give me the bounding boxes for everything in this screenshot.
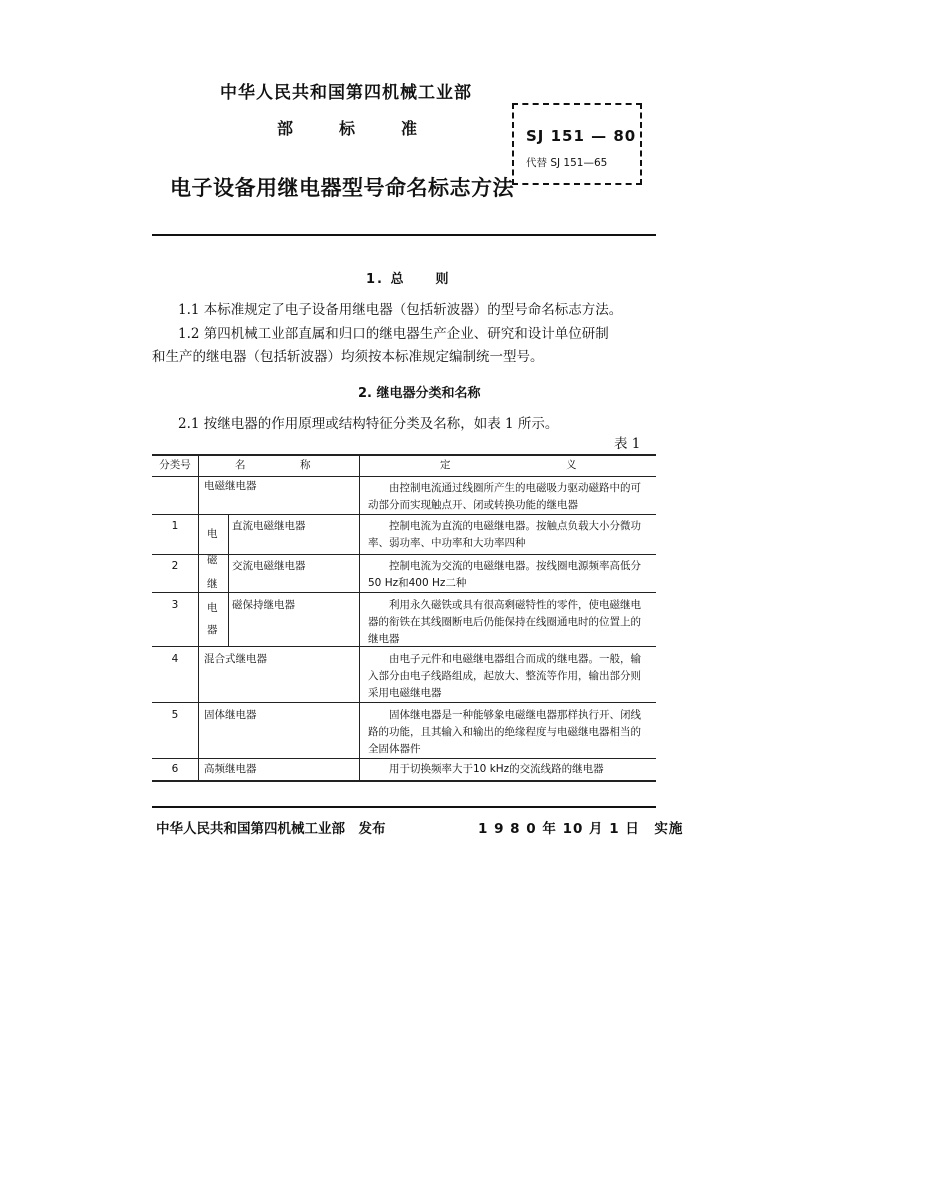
clause-2-1: 2.1 按继电器的作用原理或结构特征分类及名称，如表 1 所示。 [178,416,559,432]
column-rule [198,454,199,780]
row-name: 磁保持继电器 [232,599,295,611]
ministry-name: 中华人民共和国第四机械工业部 [220,83,472,103]
group-char: 器 [207,624,218,636]
footer-date: 1 9 8 0 年 10 月 1 日 实施 [478,821,684,837]
dept-char: 准 [401,119,418,138]
row-name: 固体继电器 [204,709,257,721]
standard-number-box [512,103,642,185]
row-name: 混合式继电器 [204,653,267,665]
column-rule [359,454,360,780]
clause-1-2-line-1: 1.2 第四机械工业部直属和归口的继电器生产企业、研究和设计单位研制 [178,326,609,342]
row-definition: 由控制电流通过线圈所产生的电磁吸力驱动磁路中的可动部分而实现触点开、闭或转换功能的继电器 [368,482,641,511]
header-num: 分类号 [159,459,191,471]
department-standard [277,116,463,139]
row-rule [152,702,656,703]
row-definition: 控制电流为直流的电磁继电器。按触点负载大小分微功率、弱功率、中功率和大功率四种 [368,520,641,549]
row-definition: 利用永久磁铁或具有很高剩磁特性的零件，使电磁继电器的衔铁在其线圈断电后仍能保持在线圈通电时的位置上的继电器 [368,599,641,645]
row-name: 直流电磁继电器 [232,520,306,532]
header-def-b: 义 [566,459,577,471]
row-num: 5 [171,709,179,721]
row-definition: 由电子元件和电磁继电器组合而成的继电器。一般，输入部分由电子线路组成，起放大、整流等作用，输出部分则采用电磁继电器 [368,653,641,699]
replaces-standard: 代替 SJ 151—65 [526,157,608,169]
row-num: 2 [171,560,179,572]
row-definition: 固体继电器是一种能够象电磁继电器那样执行开、闭线路的功能，且其输入和输出的绝缘程度与电磁继电器相当的全固体器件 [368,709,641,755]
standard-code: SJ 151 — 80 [526,127,637,145]
section-2-heading: 2. 继电器分类和名称 [358,386,481,401]
table-header-rule [152,476,656,477]
group-column-rule [228,514,229,646]
footer-publisher: 中华人民共和国第四机械工业部 发布 [156,821,386,837]
row-name: 交流电磁继电器 [232,560,306,572]
header-name-a: 名 [235,459,246,471]
relay-classification-table [152,454,656,780]
group-char: 继 [207,578,218,590]
row-definition: 用于切换频率大于10 kHz的交流线路的继电器 [389,763,604,775]
row-name: 电磁继电器 [204,480,257,492]
document-title: 电子设备用继电器型号命名标志方法 [170,176,514,200]
clause-1-2-line-2: 和生产的继电器（包括斩波器）均须按本标准规定编制统一型号。 [152,349,544,365]
row-num: 4 [171,653,179,665]
row-num: 6 [171,763,179,775]
table-label: 表 1 [614,436,641,452]
section-1-heading: 1. 总 则 [366,272,451,287]
dept-char: 部 [277,119,294,138]
header-divider [152,234,656,236]
row-definition: 控制电流为交流的电磁继电器。按线圈电源频率高低分50 Hz和400 Hz二种 [368,560,641,589]
header-def-a: 定 [440,459,451,471]
table-bottom-border [152,780,656,782]
table-top-border [152,454,656,456]
group-char: 电 [207,528,218,540]
group-char: 电 [207,602,218,614]
clause-1-1: 1.1 本标准规定了电子设备用继电器（包括斩波器）的型号命名标志方法。 [178,302,623,318]
header-name-b: 称 [300,459,311,471]
dept-char: 标 [339,119,356,138]
row-num: 3 [171,599,179,611]
row-name: 高频继电器 [204,763,257,775]
footer-divider [152,806,656,808]
row-num: 1 [171,520,179,532]
row-rule [152,758,656,759]
group-char: 磁 [207,554,218,566]
